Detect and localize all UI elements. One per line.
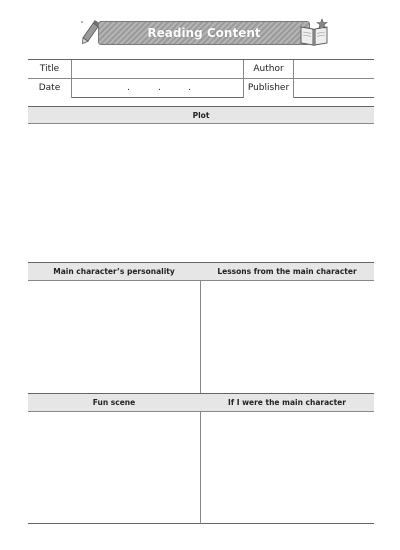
publisher-label: Publisher (244, 79, 294, 98)
title-field[interactable] (72, 60, 244, 78)
date-separator: . (188, 83, 191, 93)
personality-writing-area[interactable] (28, 281, 200, 393)
personality-header: Main character’s personality (28, 262, 200, 281)
info-row-title (28, 60, 374, 79)
title-label: Title (28, 60, 72, 78)
title-banner (78, 17, 328, 49)
date-separator: . (127, 83, 130, 93)
author-field[interactable] (294, 60, 374, 78)
publisher-field[interactable] (294, 79, 374, 98)
book-icon (298, 17, 330, 49)
plot-header: Plot (28, 106, 374, 124)
info-table (28, 59, 374, 98)
if-i-were-writing-area[interactable] (201, 412, 374, 523)
lessons-header: Lessons from the main character (200, 262, 374, 281)
page-title: Reading Content (147, 26, 261, 40)
fun-scene-writing-area[interactable] (28, 412, 200, 523)
info-row-date (28, 79, 374, 98)
plot-writing-area[interactable] (28, 124, 374, 254)
character-grid (28, 262, 374, 524)
date-separator: . (158, 83, 161, 93)
lessons-writing-area[interactable] (201, 281, 374, 393)
if-i-were-header: If I were the main character (200, 393, 374, 412)
date-field[interactable] (72, 79, 244, 98)
fun-scene-header: Fun scene (28, 393, 200, 412)
date-label: Date (28, 79, 72, 98)
author-label: Author (244, 60, 294, 78)
